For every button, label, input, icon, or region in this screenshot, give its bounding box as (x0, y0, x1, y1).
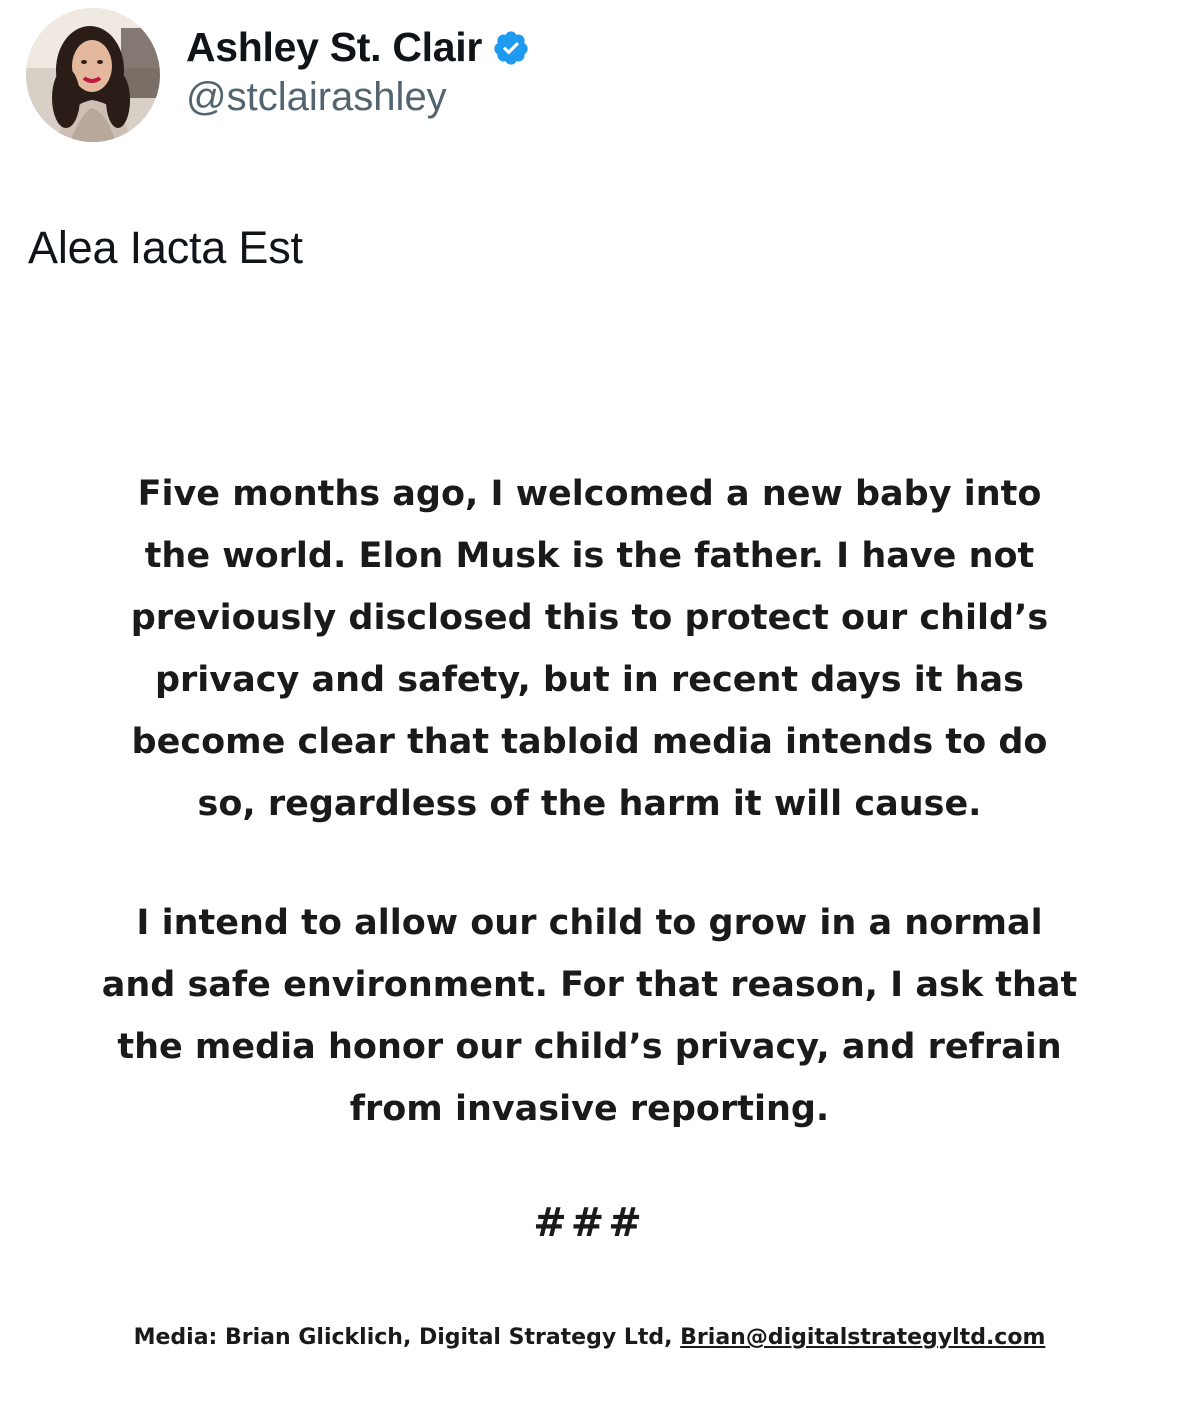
verified-badge-icon[interactable] (492, 29, 530, 67)
media-contact-label: Media: Brian Glicklich, Digital Strategy Ltd, (133, 1325, 681, 1350)
display-name[interactable]: Ashley St. Clair (186, 24, 482, 70)
statement-line: so, regardless of the harm it will cause. (197, 784, 982, 824)
tweet-media-image[interactable] (0, 300, 1179, 1413)
tweet-header (26, 8, 530, 142)
statement-line: privacy and safety, but in recent days it has (154, 660, 1024, 700)
author-names (186, 24, 530, 120)
statement-line: previously disclosed this to protect our child’s (130, 598, 1049, 638)
user-handle[interactable]: @stclairashley (186, 75, 447, 119)
statement-paragraph-1 (50, 463, 1129, 835)
media-contact (0, 1325, 1179, 1350)
statement-line: the media honor our child’s privacy, and refrain (117, 1027, 1062, 1067)
avatar-photo (26, 8, 160, 142)
statement-line: the world. Elon Musk is the father. I have not (144, 536, 1035, 576)
statement-line: I intend to allow our child to grow in a normal (136, 903, 1043, 943)
tweet-text: Alea Iacta Est (28, 222, 303, 273)
statement-line: become clear that tabloid media intends to do (131, 722, 1048, 762)
avatar[interactable] (26, 8, 160, 142)
name-row (186, 24, 530, 71)
statement-line: from invasive reporting. (349, 1089, 830, 1129)
media-contact-email-link[interactable]: Brian@digitalstrategyltd.com (680, 1325, 1046, 1350)
statement-separator: ### (533, 1200, 646, 1246)
statement-line: and safe environment. For that reason, I ask that (101, 965, 1078, 1005)
statement-paragraph-2 (50, 892, 1129, 1140)
statement-line: Five months ago, I welcomed a new baby into (137, 474, 1042, 514)
